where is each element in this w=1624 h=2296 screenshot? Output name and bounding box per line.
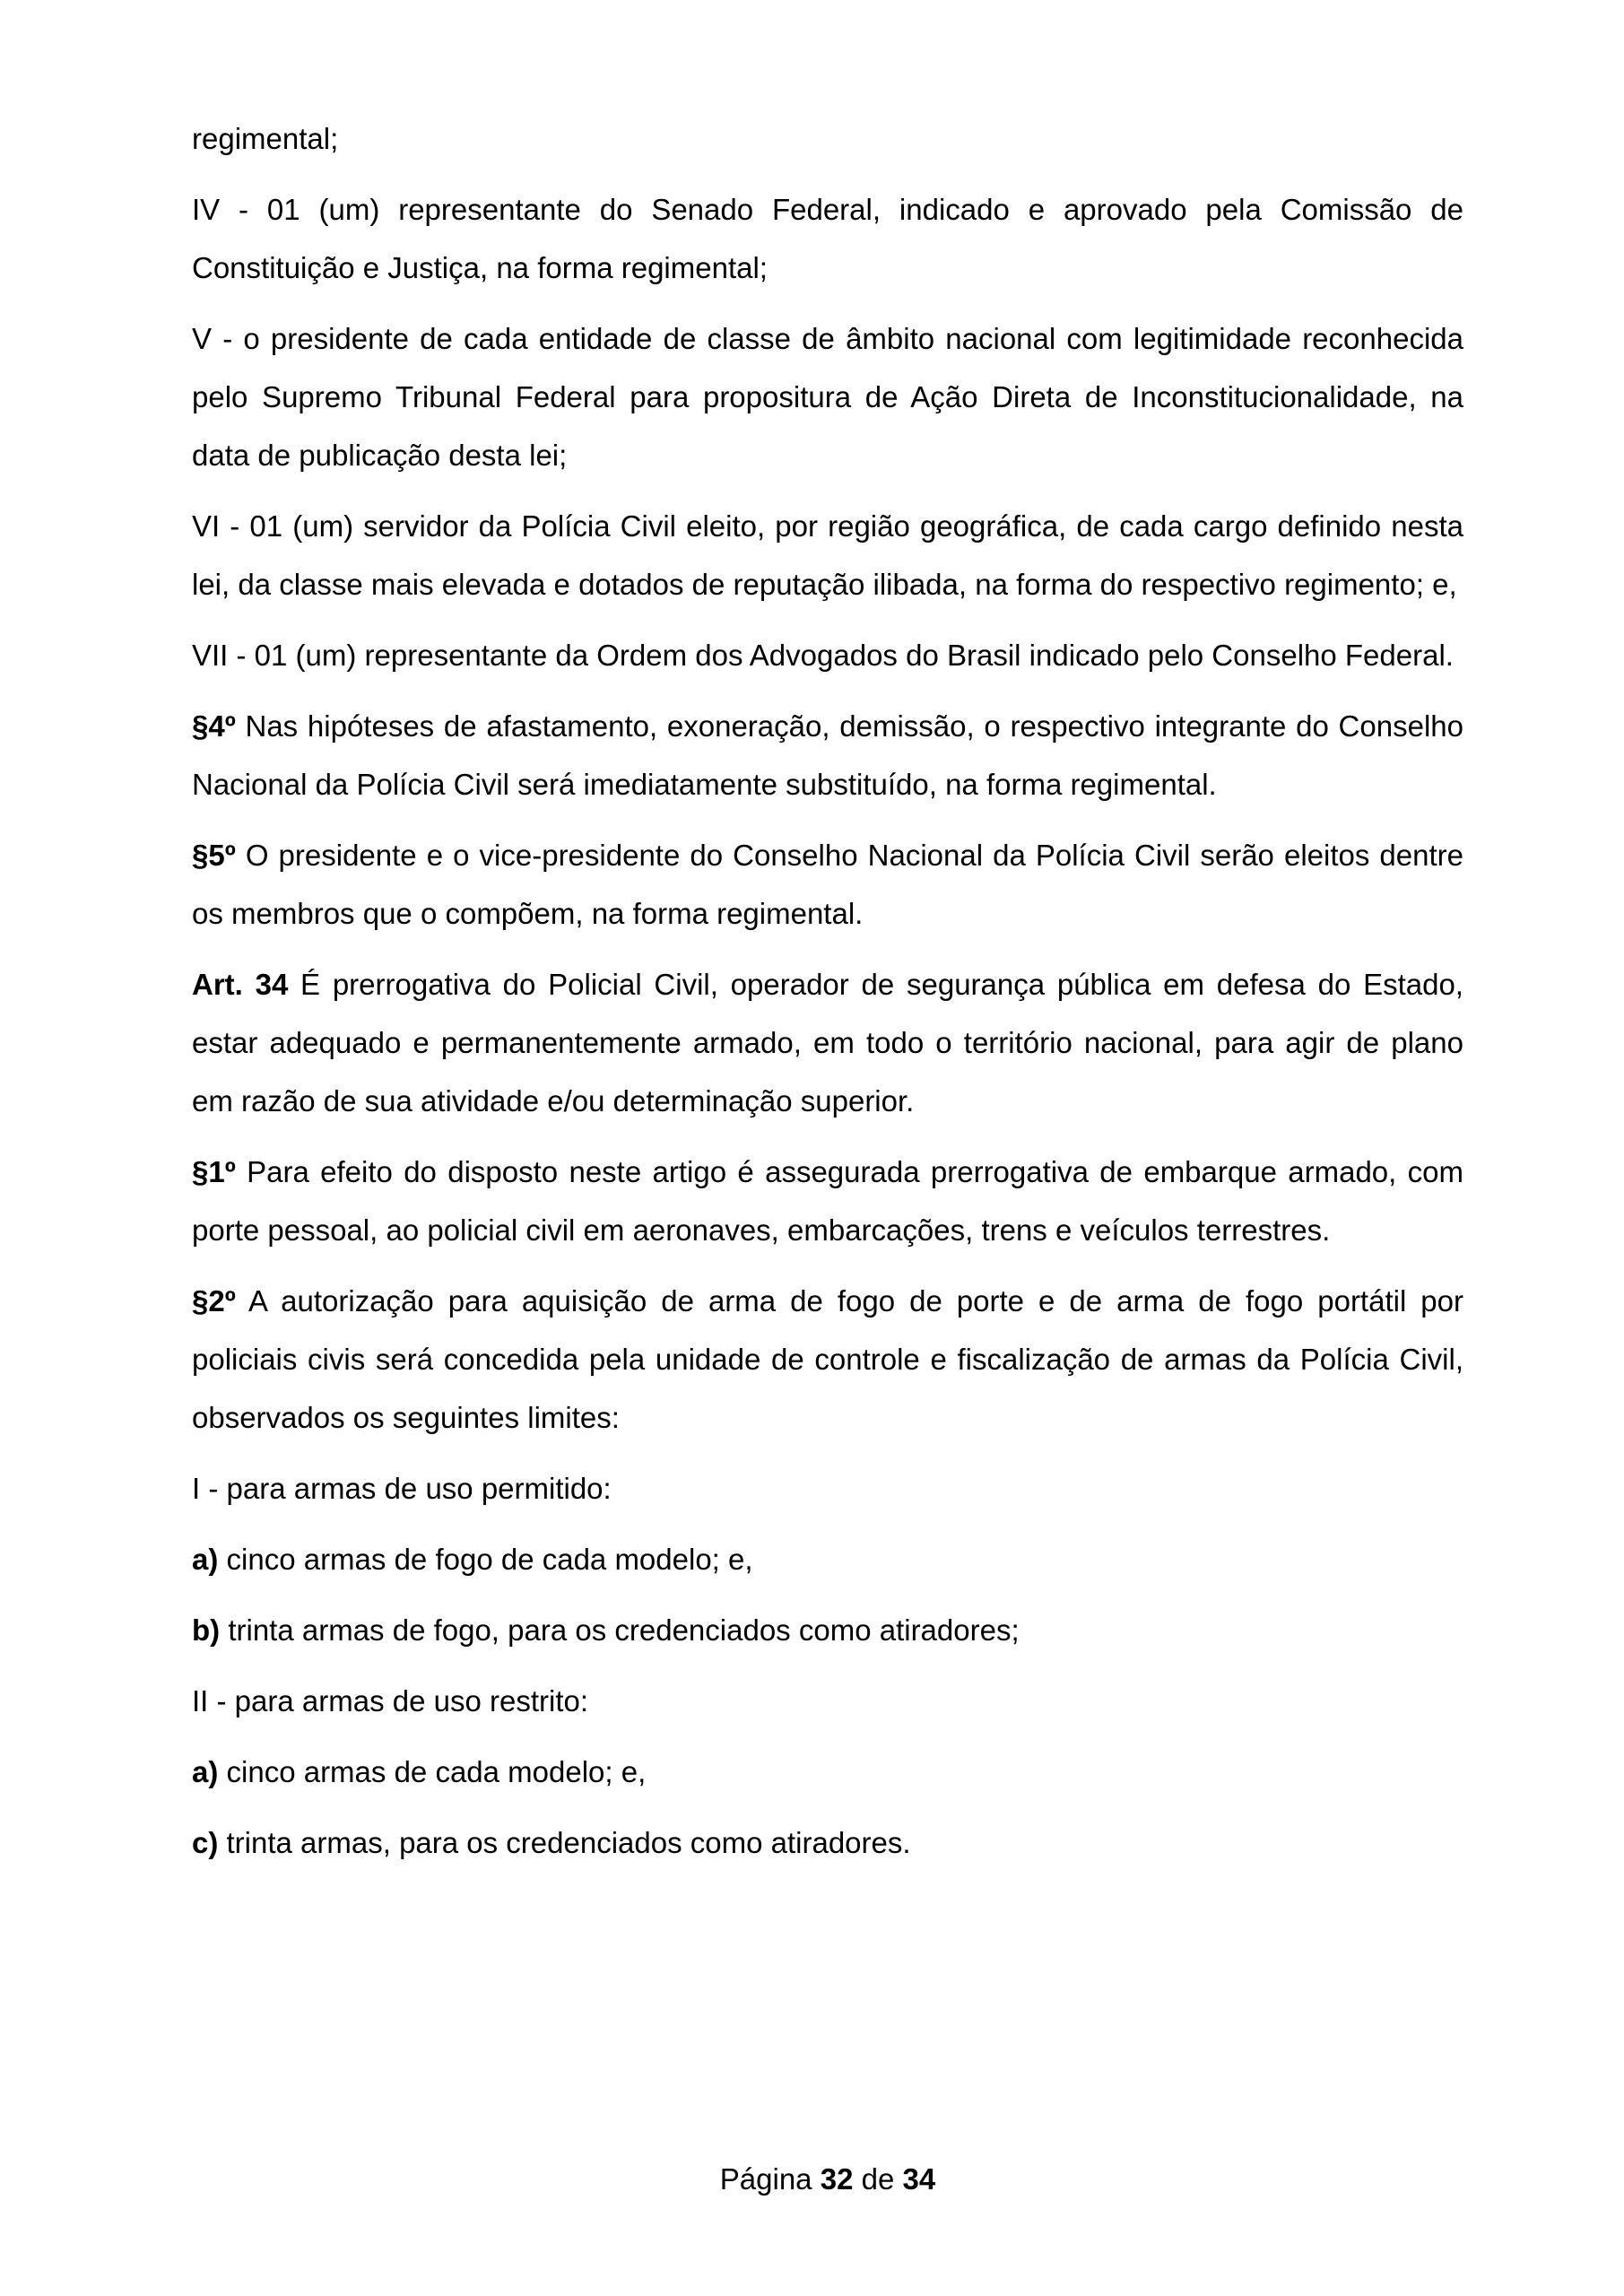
paragraph [192, 1601, 1463, 1659]
bold-text-run: c) [192, 1826, 219, 1859]
paragraph [192, 497, 1463, 613]
text-run: Página [719, 2162, 821, 2196]
bold-text-run: §1º [192, 1155, 236, 1188]
paragraph [192, 1743, 1463, 1801]
paragraph [192, 1272, 1463, 1447]
bold-text-run: §4º [192, 709, 236, 743]
paragraph [192, 1530, 1463, 1588]
paragraph [192, 1672, 1463, 1730]
text-run: V - o presidente de cada entidade de classe de âmbito nacional com legitimidade reconhecida pelo Supremo Tribunal Federal para propositura de Ação Direta de Inconstitucionalidade, na data de publicação desta lei; [192, 322, 1463, 472]
bold-text-run: a) [192, 1543, 219, 1576]
paragraph [192, 309, 1463, 484]
text-run: regimental; [192, 122, 339, 155]
text-run: VI - 01 (um) servidor da Polícia Civil eleito, por região geográfica, de cada cargo definido nesta lei, da classe mais elevada e dotados de reputação ilibada, na forma do respectivo regimento; e, [192, 509, 1463, 601]
paragraph [192, 180, 1463, 297]
paragraph [192, 955, 1463, 1130]
bold-text-run: 34 [902, 2162, 936, 2196]
text-run: cinco armas de cada modelo; e, [218, 1755, 647, 1788]
bold-text-run: Art. 34 [192, 968, 289, 1001]
text-run: trinta armas, para os credenciados como atiradores. [218, 1826, 911, 1859]
bold-text-run: a) [192, 1755, 219, 1788]
page-footer [192, 2150, 1463, 2208]
text-run: I - para armas de uso permitido: [192, 1472, 612, 1505]
text-run: A autorização para aquisição de arma de fogo de porte e de arma de fogo portátil por policiais civis será concedida pela unidade de controle e fiscalização de armas da Polícia Civil, observados os seguintes limites: [192, 1284, 1463, 1434]
paragraph [192, 109, 1463, 168]
text-run: VII - 01 (um) representante da Ordem dos Advogados do Brasil indicado pelo Conselho Federal. [192, 639, 1454, 672]
bold-text-run: §5º [192, 839, 236, 872]
bold-text-run: 32 [820, 2162, 854, 2196]
text-run: trinta armas de fogo, para os credenciados como atiradores; [220, 1613, 1020, 1647]
paragraph [192, 1143, 1463, 1259]
text-run: Nas hipóteses de afastamento, exoneração, demissão, o respectivo integrante do Conselho Nacional da Polícia Civil será imediatamente substituído, na forma regimental. [192, 709, 1463, 801]
paragraph [192, 626, 1463, 684]
document-body [192, 109, 1463, 1884]
bold-text-run: b) [192, 1613, 221, 1647]
text-run: cinco armas de fogo de cada modelo; e, [218, 1543, 753, 1576]
paragraph [192, 1459, 1463, 1518]
text-run: II - para armas de uso restrito: [192, 1684, 589, 1718]
text-run: O presidente e o vice-presidente do Conselho Nacional da Polícia Civil serão eleitos dentre os membros que o compõem, na forma regimental. [192, 839, 1463, 930]
bold-text-run: §2º [192, 1284, 236, 1318]
paragraph [192, 697, 1463, 813]
text-run: Para efeito do disposto neste artigo é assegurada prerrogativa de embarque armado, com porte pessoal, ao policial civil em aeronaves, embarcações, trens e veículos terrestres. [192, 1155, 1463, 1247]
paragraph [192, 826, 1463, 943]
paragraph [192, 1813, 1463, 1872]
text-run: É prerrogativa do Policial Civil, operador de segurança pública em defesa do Estado, estar adequado e permanentemente armado, em todo o território nacional, para agir de plano em razão de sua atividade e/ou determinação superior. [192, 968, 1463, 1118]
text-run: de [853, 2162, 903, 2196]
text-run: IV - 01 (um) representante do Senado Federal, indicado e aprovado pela Comissão de Constituição e Justiça, na forma regimental; [192, 193, 1463, 284]
